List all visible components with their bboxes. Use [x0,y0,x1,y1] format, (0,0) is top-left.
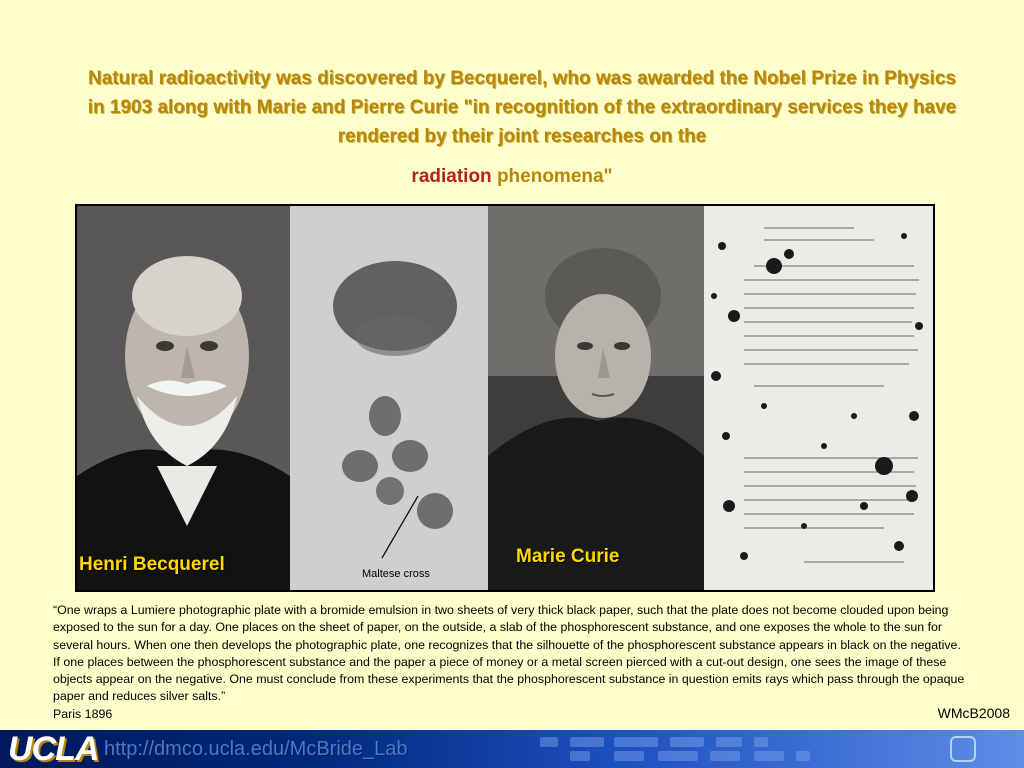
curie-portrait [488,206,704,590]
photographic-plate-art [290,206,488,590]
becquerel-portrait-art [77,206,290,590]
notebook-page [704,206,933,590]
slide-title-line2 [0,166,1024,188]
curie-label: Marie Curie [516,546,620,567]
maltese-cross-label: Maltese cross [362,568,430,580]
phenomena-word: phenomena" [496,166,613,187]
corner-square-icon [950,736,976,762]
becquerel-label: Henri Becquerel [79,554,225,575]
becquerel-quote [53,602,968,706]
decorative-blocks [540,733,940,765]
lab-url-link[interactable]: http://dmco.ucla.edu/McBride_Lab [104,738,408,760]
radiation-word: radiation [411,166,492,187]
becquerel-portrait [77,206,290,590]
curie-portrait-art [488,206,704,590]
quote-close-mark: ” [221,689,226,704]
credit-text: WMcB2008 [937,705,1010,721]
photo-collage [75,204,935,592]
notebook-page-art [704,206,933,590]
ucla-logo: UCLA [8,730,99,768]
photographic-plate [290,206,488,590]
quote-open-mark: “ [53,603,58,617]
quote-place-date: Paris 1896 [53,707,113,721]
footer-bar [0,730,1024,768]
slide-title: Natural radioactivity was discovered by Becquerel, who was awarded the Nobel Prize in Physics in 1903 along with Marie and Pierre Curie "in recognition of the extraordinary services they have rendered by their joint researches on the [87,68,957,147]
quote-text: One wraps a Lumiere photographic plate with a bromide emulsion in two sheets of very thick black paper, such that the plate does not become clouded upon being exposed to the sun for a day. One places on the sheet of paper, on the outside, a slab of the phosphorescent substance, and one exposes the whole to the sun for several hours. When one then develops the photographic plate, one recognizes that the silhouette of the phosphorescent substance appears in black on the negative. If one places between the phosphorescent substance and the paper a piece of money or a metal screen pierced with a cut-out design, one sees the image of these objects appear on the negative. One must conclude from these experiments that the phosphorescent substance in question emits rays which pass through the opaque paper and reduces silver salts. [53,603,965,704]
